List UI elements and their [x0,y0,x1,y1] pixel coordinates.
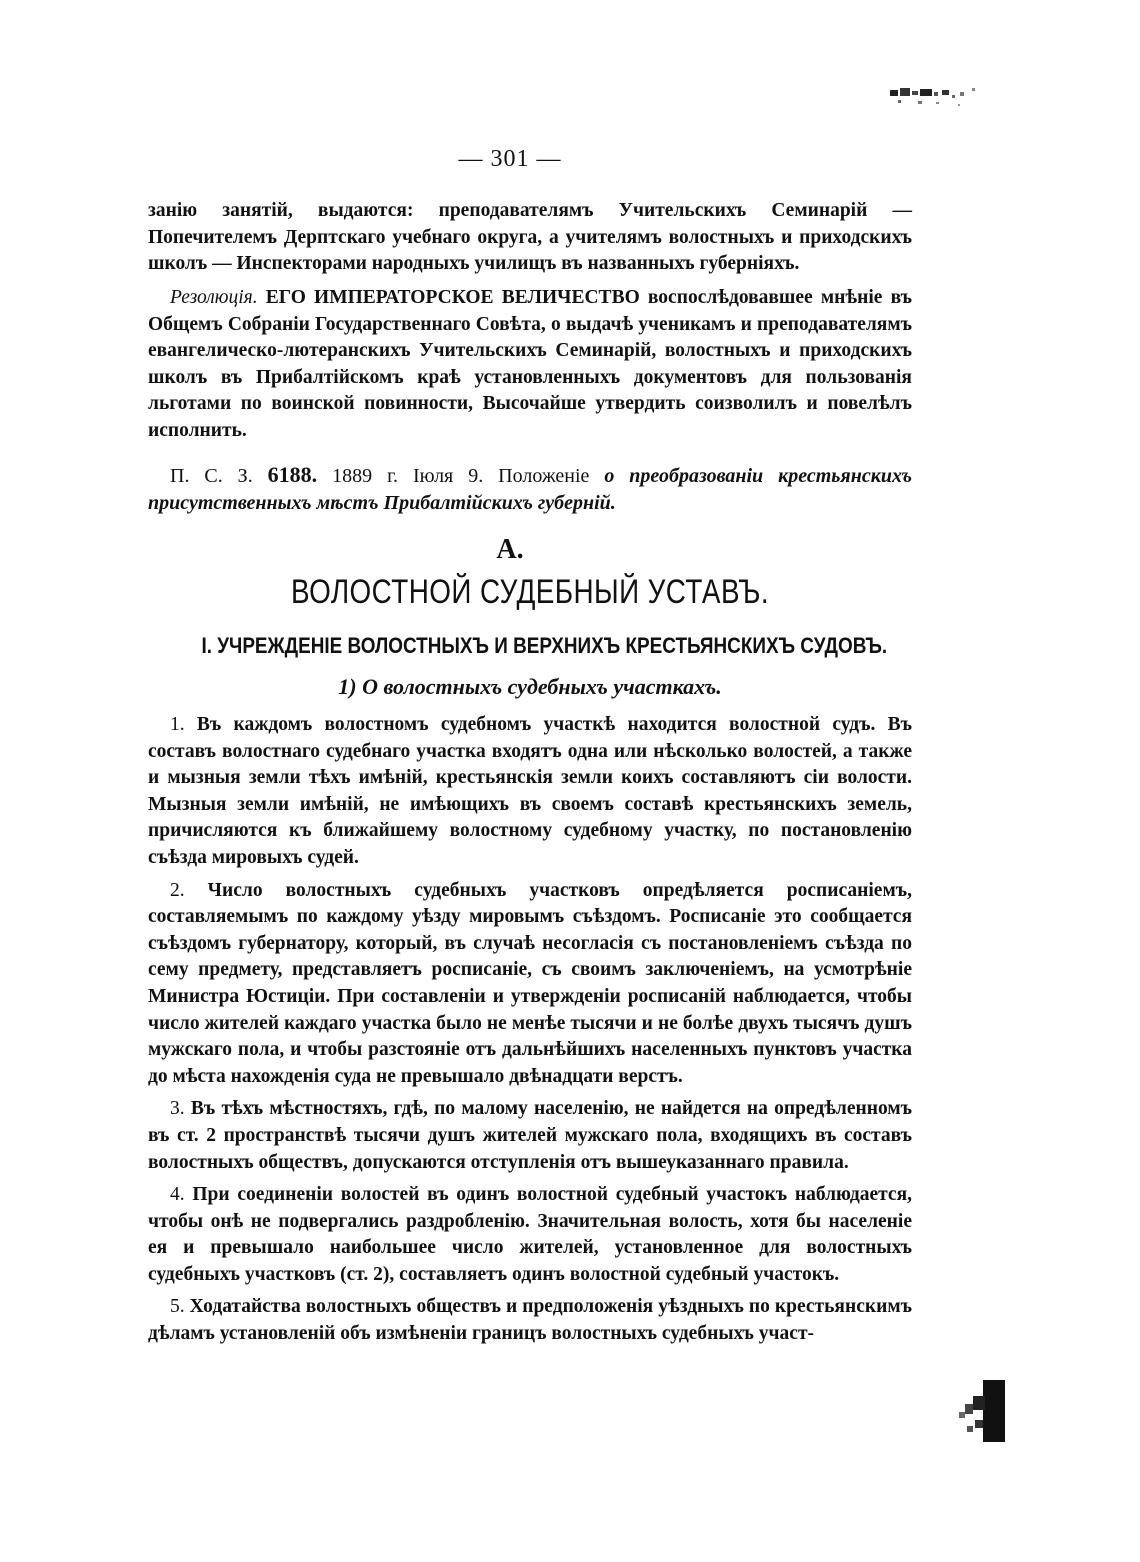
article-number: 5. [170,1296,185,1318]
letter-heading: А. [496,534,524,565]
article-2 [148,878,912,1091]
psz-prefix: П. С. З. [170,465,253,487]
article-1 [148,712,912,872]
subsection-title: 1) О волостныхъ судебныхъ участкахъ. [338,674,722,699]
resolution-label: Резолюція. [170,287,258,308]
article-number: 4. [170,1184,185,1206]
article-text: При соединеніи волостей въ одинъ волостной судебный участокъ наблюдается, чтобы онѣ не подвергались раздробленію. Значительная волость, хотя бы населеніе ея и превышало наибольшее число жителей, установленное для волостныхъ судебныхъ участковъ (ст. 2), составляетъ одинъ волостной судебный участокъ. [148,1184,912,1285]
psz-date: 1889 г. Іюля 9. [332,465,484,487]
section-title: I. УЧРЕЖДЕНІЕ ВОЛОСТНЫХЪ И ВЕРХНИХЪ КРЕСТЬЯНСКИХЪ СУДОВЪ. [201,633,888,658]
article-5 [148,1294,912,1347]
article-number: 1. [170,714,185,735]
article-text: Въ тѣхъ мѣстностяхъ, гдѣ, по малому населенію, не найдется на опредѣленномъ въ ст. 2 пространствѣ тысячи душъ жителей мужскаго пола, входящихъ въ составъ волостныхъ обществъ, допускаются отступленія отъ вышеуказаннаго правила. [148,1098,912,1173]
resolution-text: ЕГО ИМПЕРАТОРСКОЕ ВЕЛИЧЕСТВО воспослѣдовавшее мнѣніе въ Общемъ Собраніи Государственнаго Совѣта, о выдачѣ ученикамъ и преподавателямъ евангелическо-лютеранскихъ Учительскихъ Семинарій, волостныхъ и приходскихъ школъ въ Прибалтійскомъ краѣ установленныхъ документовъ для пользованія льготами по воинской повинности, Высочайше утвердить соизволилъ и повелѣлъ исполнить. [148,287,912,441]
article-text: Ходатайства волостныхъ обществъ и предположенія уѣздныхъ по крестьянскимъ дѣламъ установленій объ измѣненіи границъ волостныхъ судебныхъ участ- [148,1296,912,1345]
psz-title: о преобразованіи крестьянскихъ присутственныхъ мѣстъ Прибалтійскихъ губерній. [148,465,913,514]
intro-text: занію занятій, выдаются: преподавателямъ Учительскихъ Семинарій — Попечителемъ Дерптскаго учебнаго округа, а учителямъ волостныхъ и приходскихъ школъ — Инспекторами народныхъ училищъ въ названныхъ губерніяхъ. [148,200,912,275]
article-number: 3. [170,1098,185,1120]
article-text: Число волостныхъ судебныхъ участковъ опредѣляется росписаніемъ, составляемымъ по каждому уѣзду мировымъ съѣздомъ. Росписаніе это сообщается съѣздомъ губернатору, который, въ случаѣ несогласія съ постановленіемъ съѣзда по сему предмету, представляетъ росписаніе, съ своимъ заключеніемъ, на усмотрѣніе Министра Юстиціи. При составленіи и утвержденіи росписаній наблюдается, чтобы число жителей каждаго участка было не менѣе тысячи и не болѣе двухъ тысячъ душъ мужскаго пола, и чтобы разстояніе отъ дальнѣйшихъ населенныхъ пунктовъ участка до мѣста нахожденія суда не превышало двѣнадцати верстъ. [148,879,912,1087]
page-number: — 301 — [458,146,562,172]
article-3 [148,1096,912,1176]
articles [148,712,912,1354]
article-number: 2. [170,879,185,901]
main-title: ВОЛОСТНОЙ СУДЕБНЫЙ УСТАВЪ. [290,573,770,611]
scan-artifact-bottom [955,1376,1009,1446]
scan-artifact-top [888,86,988,116]
psz-doc: Положеніе [498,465,590,487]
psz-number: 6188. [267,462,318,487]
intro-paragraph [148,198,912,278]
article-4 [148,1182,912,1288]
resolution-paragraph [148,285,912,445]
psz-reference [148,462,912,516]
article-text: Въ каждомъ волостномъ судебномъ участкѣ находится волостной судъ. Въ составъ волостнаго судебнаго участка входятъ одна или нѣсколько волостей, а также и мызныя земли тѣхъ имѣній, крестьянскія земли коихъ составляютъ сіи волости. Мызныя земли имѣній, не имѣющихъ въ своемъ составѣ крестьянскихъ земель, причисляются къ ближайшему волостному судебному участку, по постановленію съѣзда мировыхъ судей. [148,714,912,868]
